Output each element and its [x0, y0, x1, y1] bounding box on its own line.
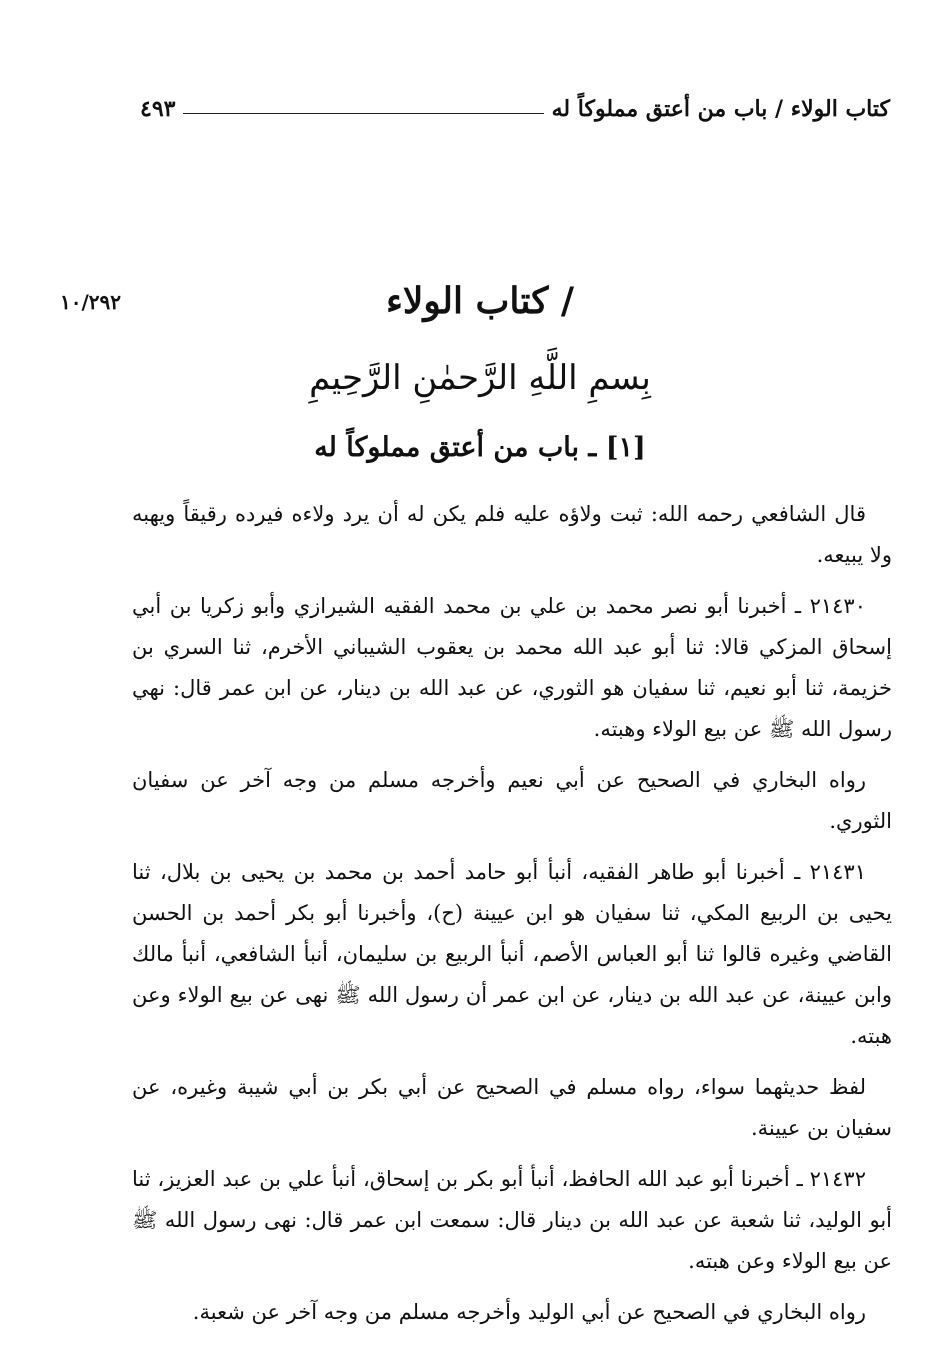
book-title: / كتاب الولاء — [385, 280, 575, 322]
paragraph-intro: قال الشافعي رحمه الله: ثبت ولاؤه عليه فلم يكن له أن يرد ولاءه فيرده رقيقاً ويهبه ولا يبيعه. — [132, 502, 892, 567]
basmala: بِسمِ اللَّهِ الرَّحمٰنِ الرَّحِيمِ — [309, 358, 651, 398]
body-text — [132, 494, 892, 1343]
paragraph-takhrij-21432: رواه البخاري في الصحيح عن أبي الوليد وأخرجه مسلم من وجه آخر عن شعبة. — [192, 1300, 866, 1324]
header-rule — [183, 113, 543, 114]
margin-volume-reference: ١٠/٢٩٢ — [60, 290, 122, 314]
paragraph-takhrij-21431: لفظ حديثهما سواء، رواه مسلم في الصحيح عن أبي بكر بن أبي شيبة وغيره، عن سفيان بن عيينة. — [132, 1075, 892, 1140]
chapter-title: [١] ـ باب من أعتق مملوكاً له — [314, 432, 646, 463]
paragraph-takhrij-21430: رواه البخاري في الصحيح عن أبي نعيم وأخرجه مسلم من وجه آخر عن سفيان الثوري. — [132, 768, 892, 833]
page-number: ٤٩٣ — [140, 96, 176, 122]
paragraph-hadith-21430: ٢١٤٣٠ ـ أخبرنا أبو نصر محمد بن علي بن محمد الفقيه الشيرازي وأبو زكريا بن أبي إسحاق المزكي قالا: ثنا أبو عبد الله محمد بن يعقوب الشيباني الأخرم، ثنا السري بن خزيمة، ثنا أبو نعيم، ثنا سفيان هو الثوري، عن عبد الله بن دينار، عن ابن عمر قال: نهي رسول الله ﷺ عن بيع الولاء وهبته. — [132, 594, 892, 741]
paragraph-hadith-21431: ٢١٤٣١ ـ أخبرنا أبو طاهر الفقيه، أنبأ أبو حامد أحمد بن محمد بن يحيى بن بلال، ثنا يحيى بن الربيع المكي، ثنا سفيان هو ابن عيينة (ح)، وأخبرنا أبو بكر أحمد بن الحسن القاضي وغيره قالوا ثنا أبو العباس الأصم، أنبأ الربيع بن سليمان، أنبأ الشافعي، أنبأ مالك وابن عيينة، عن عبد الله بن دينار، عن ابن عمر أن رسول الله ﷺ نهى عن بيع الولاء وعن هبته. — [132, 860, 892, 1048]
running-header — [140, 88, 890, 122]
running-header-title: كتاب الولاء / باب من أعتق مملوكاً له — [551, 96, 890, 122]
paragraph-hadith-21432: ٢١٤٣٢ ـ أخبرنا أبو عبد الله الحافظ، أنبأ أبو بكر بن إسحاق، أنبأ علي بن عبد العزيز، ثنا أبو الوليد، ثنا شعبة عن عبد الله بن دينار قال: سمعت ابن عمر قال: نهى رسول الله ﷺ عن بيع الولاء وعن هبته. — [132, 1167, 892, 1273]
